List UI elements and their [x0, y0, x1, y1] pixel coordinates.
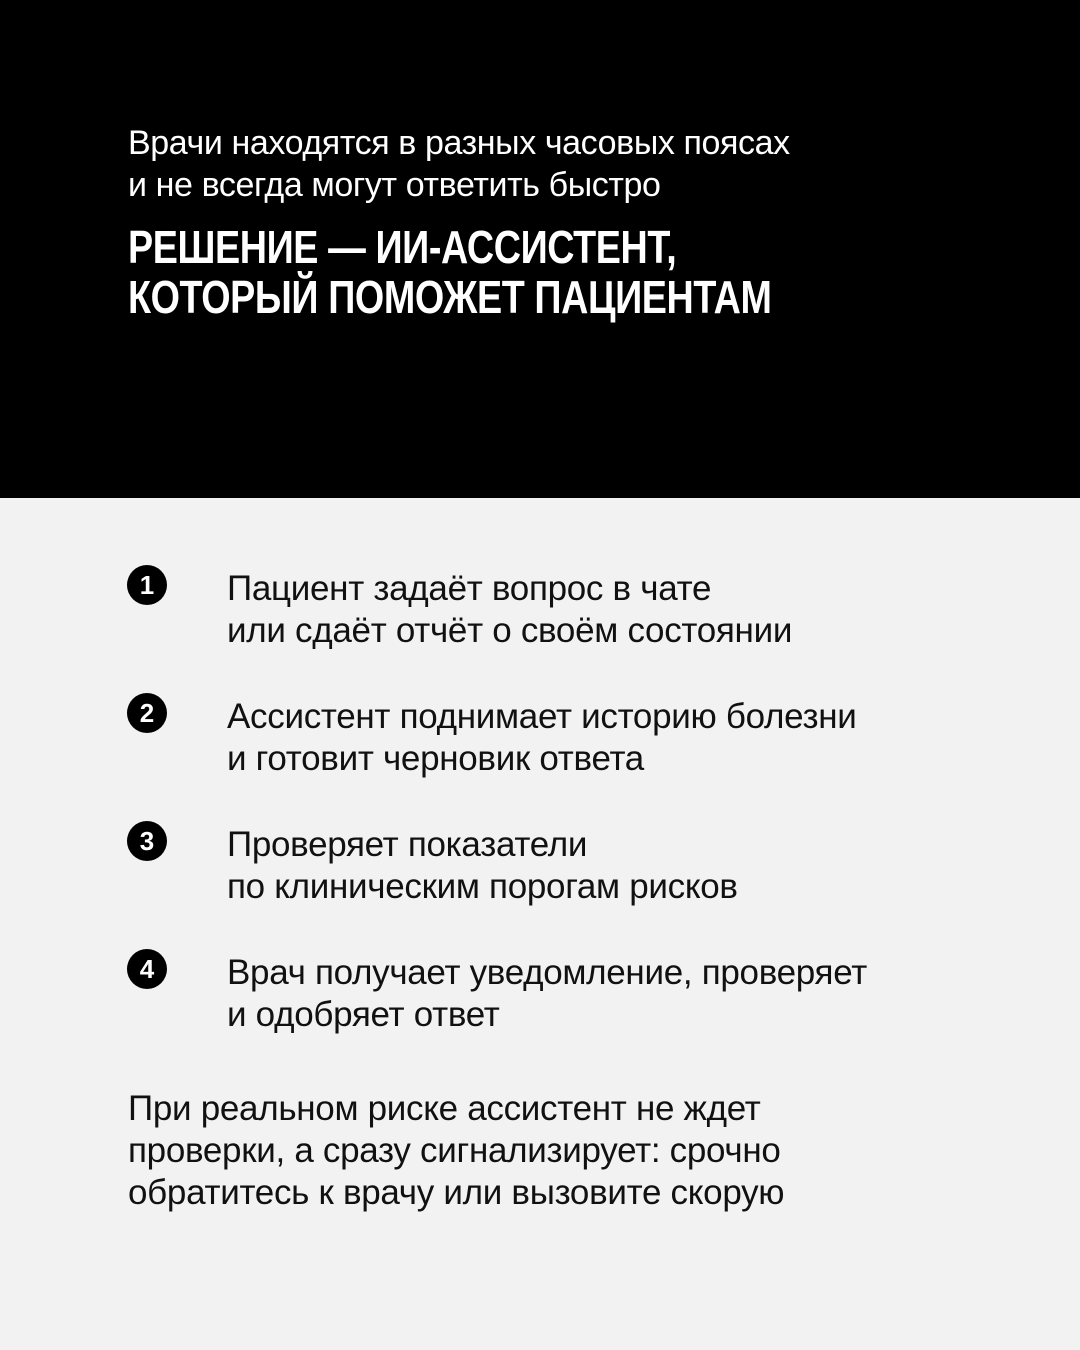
step-line-2: и готовит черновик ответа: [227, 739, 644, 778]
header-panel: [0, 0, 1080, 498]
step-line-1: Проверяет показатели: [227, 825, 588, 864]
intro-line-2: и не всегда могут ответить быстро: [128, 166, 661, 204]
step-text: [227, 696, 857, 780]
step-line-2: по клиническим порогам рисков: [227, 867, 738, 906]
step-line-1: Ассистент поднимает историю болезни: [227, 697, 857, 736]
note-line-3: обратитесь к врачу или вызовите скорую: [128, 1173, 785, 1212]
step-line-2: и одобряет ответ: [227, 995, 500, 1034]
headline-line-2: КОТОРЫЙ ПОМОЖЕТ ПАЦИЕНТАМ: [128, 271, 772, 323]
step-number-badge: 3: [127, 821, 167, 861]
step-number-badge: 1: [127, 565, 167, 605]
step-text: [227, 824, 738, 908]
note-line-1: При реальном риске ассистент не ждет: [128, 1089, 761, 1128]
step-number-badge: 4: [127, 949, 167, 989]
step-line-1: Врач получает уведомление, проверяет: [227, 953, 867, 992]
step-text: [227, 568, 792, 652]
note-line-2: проверки, а сразу сигнализирует: срочно: [128, 1131, 781, 1170]
step-text: [227, 952, 867, 1036]
headline: [128, 222, 771, 322]
headline-line-1: РЕШЕНИЕ — ИИ-АССИСТЕНТ,: [128, 221, 677, 273]
step-number-badge: 2: [127, 693, 167, 733]
step-line-2: или сдаёт отчёт о своём состоянии: [227, 611, 793, 650]
intro-text: [128, 122, 790, 206]
step-line-1: Пациент задаёт вопрос в чате: [227, 569, 712, 608]
risk-note: [128, 1088, 784, 1214]
intro-line-1: Врачи находятся в разных часовых поясах: [128, 124, 790, 162]
